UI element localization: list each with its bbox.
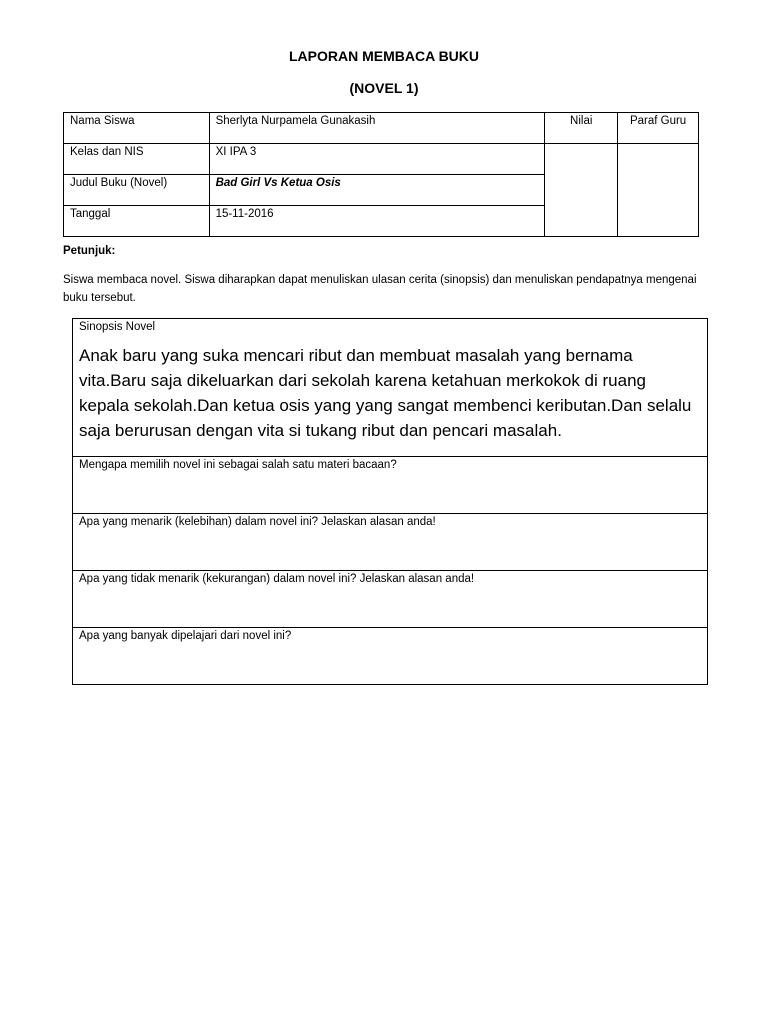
judul-label: Judul Buku (Novel): [64, 175, 210, 206]
question-lessons-section: [73, 627, 707, 684]
kelas-value: XI IPA 3: [209, 144, 545, 175]
question-strengths: Apa yang menarik (kelebihan) dalam novel ini? Jelaskan alasan anda!: [79, 516, 436, 528]
question-why-section: [73, 456, 707, 513]
synopsis-label: Sinopsis Novel: [79, 321, 156, 333]
nilai-cell: [545, 144, 618, 237]
tanggal-label: Tanggal: [64, 206, 210, 237]
judul-value: Bad Girl Vs Ketua Osis: [209, 175, 545, 206]
paraf-label: Paraf Guru: [618, 113, 699, 144]
question-weaknesses-section: [73, 570, 707, 627]
synopsis-text: Anak baru yang suka mencari ribut dan membuat masalah yang bernama vita.Baru saja dikeluarkan dari sekolah karena ketahuan merkokok di ruang kepala sekolah.Dan ketua osis yang yang sangat membenci keributan.Dan selalu saja berurusan dengan vita si tukang ribut dan pencari masalah.: [79, 346, 692, 440]
synopsis-section: [73, 319, 707, 456]
review-box: [72, 318, 708, 685]
question-lessons: Apa yang banyak dipelajari dari novel ini?: [79, 630, 292, 642]
paraf-cell: [618, 144, 699, 237]
report-title: LAPORAN MEMBACA BUKU: [288, 48, 480, 64]
question-why: Mengapa memilih novel ini sebagai salah satu materi bacaan?: [79, 459, 397, 471]
nilai-label: Nilai: [545, 113, 618, 144]
instructions-label: Petunjuk:: [63, 245, 116, 257]
instructions-text: Siswa membaca novel. Siswa diharapkan dapat menuliskan ulasan cerita (sinopsis) dan menuliskan pendapatnya mengenai buku tersebut.: [63, 274, 697, 304]
student-info-table: [63, 112, 699, 237]
question-weaknesses: Apa yang tidak menarik (kekurangan) dalam novel ini? Jelaskan alasan anda!: [79, 573, 475, 585]
nama-value: Sherlyta Nurpamela Gunakasih: [209, 113, 545, 144]
table-row: [64, 113, 699, 144]
question-strengths-section: [73, 513, 707, 570]
kelas-label: Kelas dan NIS: [64, 144, 210, 175]
nama-label: Nama Siswa: [64, 113, 210, 144]
table-row: [64, 144, 699, 175]
tanggal-value: 15-11-2016: [209, 206, 545, 237]
report-subtitle: (NOVEL 1): [349, 80, 419, 96]
